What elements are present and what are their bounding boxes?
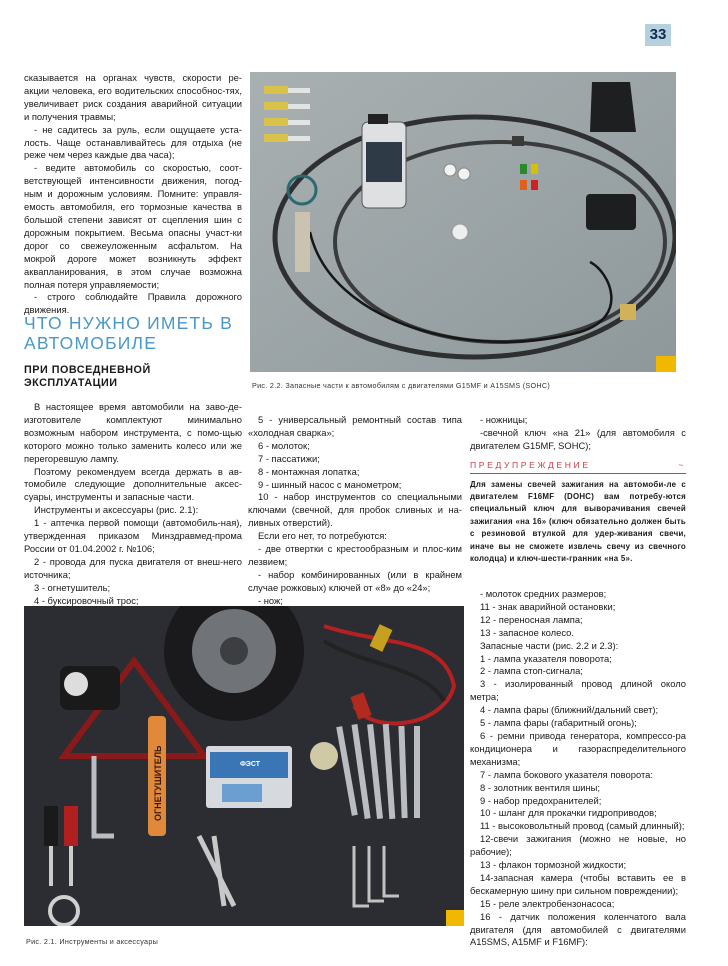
list-item: - молоток средних размеров;	[480, 588, 607, 599]
text-column-a	[24, 401, 242, 608]
relay	[512, 136, 524, 146]
inner-tube	[295, 212, 310, 272]
list-item: - ножницы;	[480, 414, 528, 425]
list-item: 2 - лампа стоп-сигнала;	[480, 665, 583, 677]
list-item: 11 - высоковольтный провод (самый длинный);	[480, 820, 685, 832]
text-column-c	[470, 414, 686, 565]
kit-label: ФЭСТ	[239, 761, 261, 768]
list-item: 5 - лампа фары (габаритный огонь);	[480, 717, 637, 729]
list-item: 13 - флакон тормозной жидкости;	[480, 859, 627, 871]
list-item: 4 - буксировочный трос;	[34, 594, 139, 606]
list-item: 2 - провода для пуска двигателя от внеш-него источника;	[24, 555, 242, 580]
tools-photo	[24, 606, 464, 926]
list-item: 10 - шланг для прокачки гидроприводов;	[480, 807, 657, 819]
list-item: 1 - аптечка первой помощи (автомобиль-ная), утвержденная приказом Минздравмед-прома России от 01.04.2002 г. №106;	[24, 517, 242, 554]
list-item: 9 - шинный насос с манометром;	[258, 478, 402, 490]
warning-symbol: ~	[678, 459, 686, 470]
list-item: 16 - датчик положения коленчатого вала двигателя (для автомобилей с двигателями A15SMS, A15MF и F16MF):	[470, 910, 686, 948]
list-item: 7 - пассатижи;	[258, 452, 320, 464]
tools-illustration	[24, 606, 464, 926]
list-item: 8 - золотник вентиля шины;	[480, 781, 600, 793]
list-item: 1 - лампа указателя поворота;	[480, 652, 612, 664]
extinguisher-label: ОГНЕТУШИТЕЛЬ	[153, 745, 163, 821]
list-item: 6 - ремни привода генератора, компрессо-ра кондиционера и газораспределительного механизма;	[470, 729, 686, 767]
list-item: 4 - лампа фары (ближний/дальний свет);	[480, 704, 659, 716]
list-item: 6 - молоток;	[258, 439, 310, 451]
paragraph: Инструменты и аксессуары (рис. 2.1):	[34, 504, 199, 516]
list-item: 11 - знак аварийной остановки;	[480, 600, 616, 612]
text-column-b	[248, 414, 462, 608]
paragraph: - ведите автомобиль со скоростью, соот-ветствующей интенсивности движения, погод-ным и дорожным условиям. Помните: управля-емость автомобиля, его тормозные качества в большой степени зависят от сцепления шин с дорожным покрытием. Весьма опасны участ-ки дорог со свежеуложенным асфальтом. На мокрой дороге может возникнуть эффект аквапланирования, в этом случае возможна полная потеря управляемости;	[24, 162, 242, 290]
electronic-module	[586, 194, 636, 230]
list-item: 10 - набор инструментов со специальными ключами (свечной, для пробок сливных и на-ливных отверстий).	[248, 491, 462, 529]
tire-pump	[60, 666, 120, 710]
warning-label: ПРЕДУПРЕЖДЕНИЕ	[470, 459, 591, 470]
paragraph: сказывается на органах чувств, скорости ре-акции человека, его водительских способнос-тях, увеличивает риск создания аварийной ситуации и получения травмы;	[24, 72, 242, 122]
list-item: 14-запасная камера (чтобы вставить ее в бескамерную шину при сильном повреждении);	[470, 871, 686, 896]
list-item: 7 - лампа бокового указателя поворота:	[480, 768, 653, 780]
list-item: 5 - универсальный ремонтный состав типа «холодная сварка»;	[248, 414, 462, 438]
paragraph: Если его нет, то потребуются:	[258, 530, 387, 542]
page-number: 33	[645, 24, 671, 46]
sensor	[620, 304, 636, 320]
spare-parts-illustration	[250, 72, 676, 372]
subheading: ПРИ ПОВСЕДНЕВНОЙ ЭКСПЛУАТАЦИИ	[24, 364, 151, 389]
figure-caption: Рис. 2.2. Запасные части к автомобилям с двигателями G15MF и A15SMS (SOHC)	[252, 381, 551, 390]
list-item: 9 - набор предохранителей;	[480, 794, 602, 806]
list-item: 3 - огнетушитель;	[34, 581, 111, 593]
warning-title	[470, 459, 686, 474]
paragraph: В настоящее время автомобили на заво-де-изготовителе комплектуют минимально возможным набором инструмента, с помо-щью которого можно только заменить колесо или же перегоревшую лампу.	[24, 401, 242, 464]
list-item: 8 - монтажная лопатка;	[258, 465, 360, 477]
ignition-coil	[590, 82, 636, 132]
text-column-d	[470, 588, 686, 949]
list-item: - две отвертки с крестообразным и плос-ким лезвием;	[248, 543, 462, 567]
list-item: - нож;	[258, 594, 283, 606]
first-aid-kit	[206, 746, 292, 808]
paragraph: - не садитесь за руль, если ощущаете уста-лость. Чаще останавливайтесь для отдыха (не реже чем через каждые два часа);	[24, 123, 242, 161]
section-heading: ЧТО НУЖНО ИМЕТЬ В АВТОМОБИЛЕ	[24, 313, 234, 353]
list-item: -свечной ключ «на 21» (для автомобиля с двигателем G15MF, SOHC);	[470, 426, 686, 451]
list-item: 13 - запасное колесо.	[480, 626, 574, 638]
paragraph: - строго соблюдайте Правила дорожного движения.	[24, 291, 242, 316]
paragraph: Запасные части (рис. 2.2 и 2.3):	[480, 639, 619, 651]
fire-extinguisher	[148, 716, 166, 836]
spare-parts-photo	[250, 72, 676, 372]
list-item: 3 - изолированный провод длиной около метра;	[470, 678, 686, 703]
list-item: - набор комбинированных (или в крайнем случае рожковых) ключей от «8» до «24»;	[248, 568, 462, 593]
cold-weld-tube	[310, 742, 338, 770]
intro-text	[24, 72, 242, 317]
list-item: 12 - переносная лампа;	[480, 613, 583, 625]
warning-text: Для замены свечей зажигания на автомоби-ле с двигателем F16MF (DOHC) вам потребу-ются специальный ключ для выворачивания свечей зажигания «на 16» (ключ обязательно должен быть с резиновой втулкой для удер-живания свечи, иначе вы не сможете извлечь свечу из свечного колодца) и ключ-шести-гранник «на 5».	[470, 479, 686, 564]
paragraph: Поэтому рекомендуем всегда держать в ав-томобиле следующие дополнительные аксес-суары, инструменты и запасные части.	[24, 465, 242, 503]
list-item: 12-свечи зажигания (можно не новые, но рабочие);	[470, 833, 686, 858]
list-item: 15 - реле электробензонасоса;	[480, 897, 615, 909]
figure-caption: Рис. 2.1. Инструменты и аксессуары	[26, 937, 159, 946]
